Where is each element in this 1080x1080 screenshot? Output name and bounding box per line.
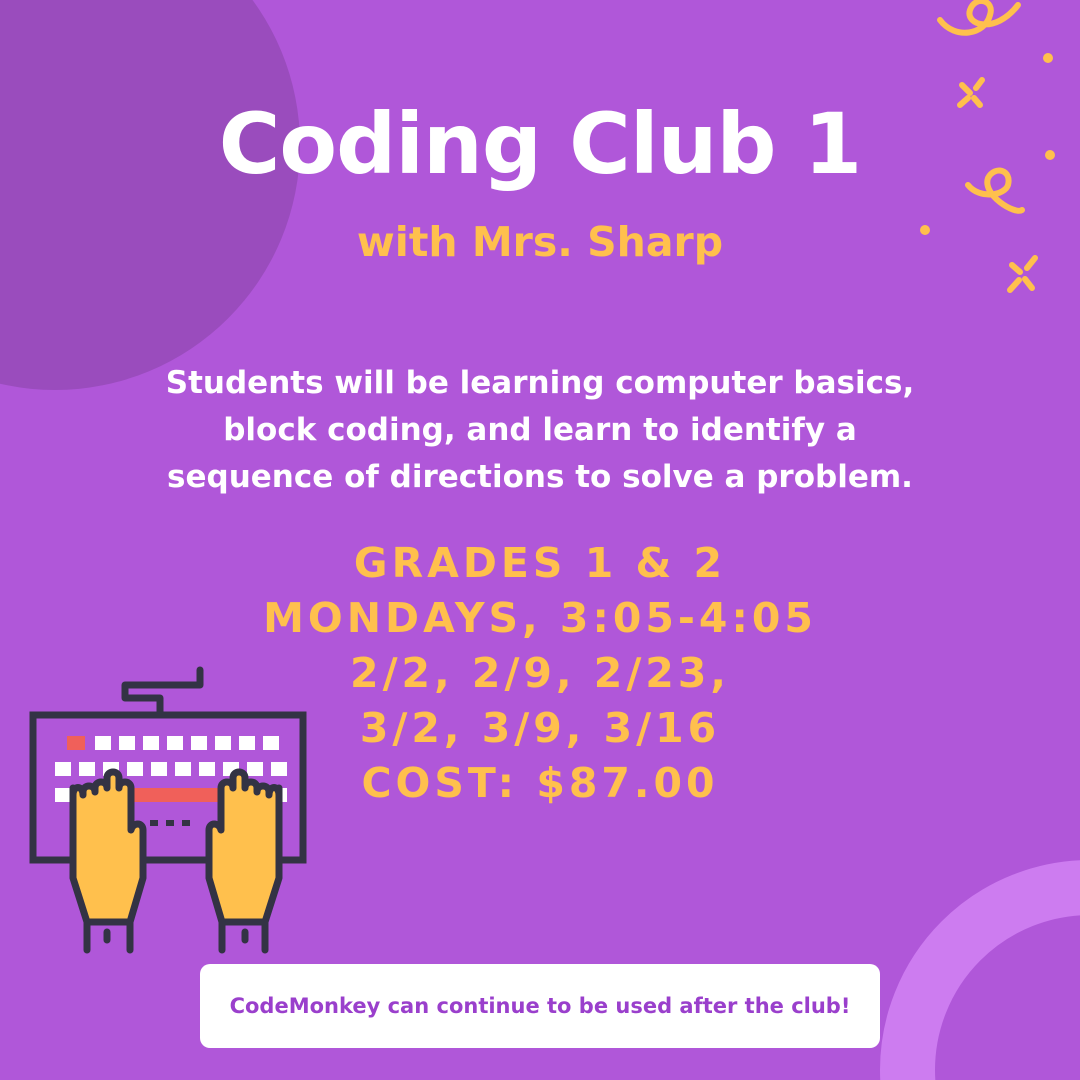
decorative-circle (0, 0, 300, 390)
keyboard-with-hands-icon (25, 660, 315, 960)
instructor-subtitle: with Mrs. Sharp (356, 218, 724, 266)
grades-text: GRADES 1 & 2 (353, 539, 727, 587)
decorative-ring (880, 860, 1080, 1080)
note-text: CodeMonkey can continue to be used after the club! (229, 994, 851, 1018)
info-note (200, 964, 880, 1048)
dates-line-1: 2/2, 2/9, 2/23, (350, 649, 730, 697)
description-line: Students will be learning computer basics, (165, 365, 915, 401)
description-line: block coding, and learn to identify a (223, 412, 857, 448)
schedule-text: MONDAYS, 3:05-4:05 (263, 594, 817, 642)
page-title: Coding Club 1 (218, 95, 862, 193)
dates-line-2: 3/2, 3/9, 3/16 (359, 704, 721, 752)
description-line: sequence of directions to solve a problem. (167, 459, 913, 495)
description (120, 360, 960, 501)
club-details (220, 536, 860, 811)
cost-text: COST: $87.00 (361, 759, 719, 807)
